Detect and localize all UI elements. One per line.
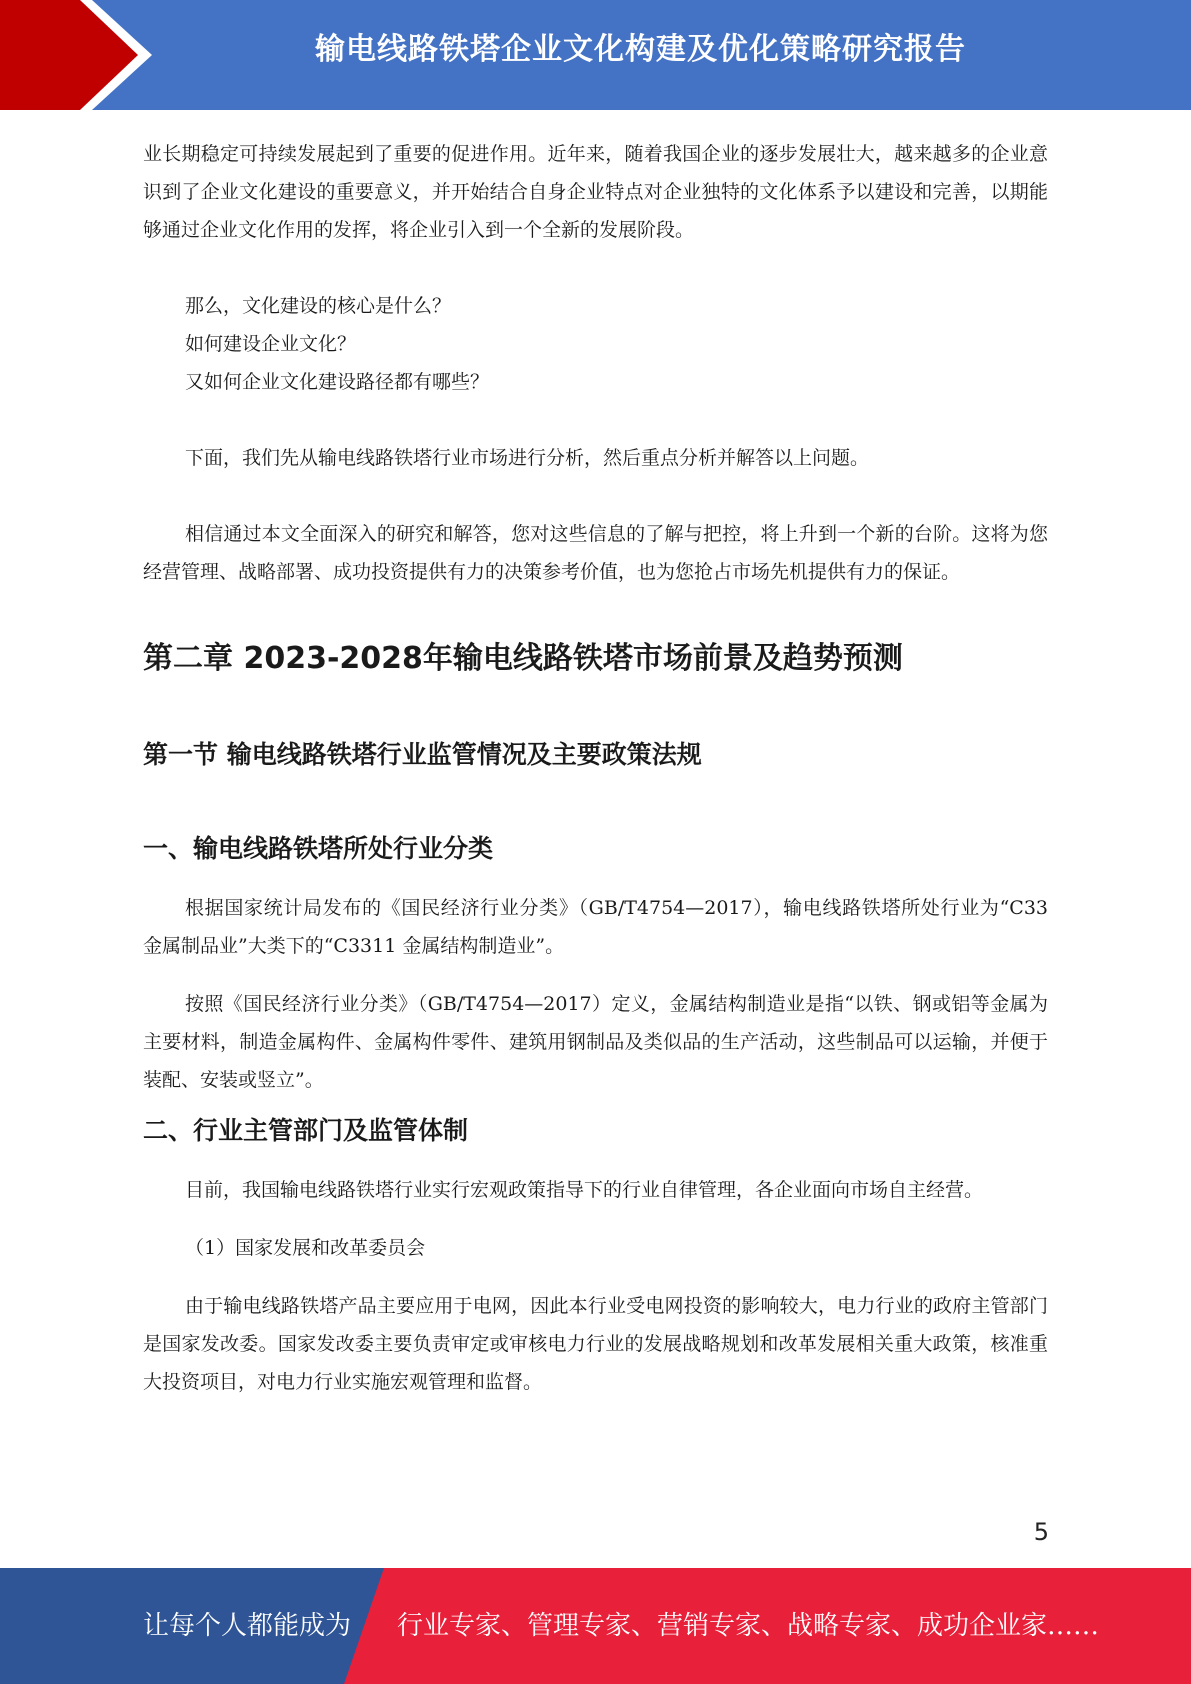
classification-paragraph-1: 根据国家统计局发布的《国民经济行业分类》（GB/T4754—2017），输电线路铁塔所处行业为“C33 金属制品业”大类下的“C3311 金属结构制造业”。 [143,897,1048,957]
subsection-title-1: 一、输电线路铁塔所处行业分类 [143,834,494,863]
supervision-paragraph-2: 由于输电线路铁塔产品主要应用于电网，因此本行业受电网投资的影响较大，电力行业的政府主管部门是国家发改委。国家发改委主要负责审定或审核电力行业的发展战略规划和改革发展相关重大政策，核准重大投资项目，对电力行业实施宏观管理和监督。 [143,1295,1048,1393]
intro-paragraph: 业长期稳定可持续发展起到了重要的促进作用。近年来，随着我国企业的逐步发展壮大，越来越多的企业意识到了企业文化建设的重要意义，并开始结合自身企业特点对企业独特的文化体系予以建设和完善，以期能够通过企业文化作用的发挥，将企业引入到一个全新的发展阶段。 [143,143,1048,241]
supervision-paragraph-1: 目前，我国输电线路铁塔行业实行宏观政策指导下的行业自律管理，各企业面向市场自主经营。 [185,1179,984,1201]
question-2: 如何建设企业文化？ [185,333,357,355]
report-title: 输电线路铁塔企业文化构建及优化策略研究报告 [315,32,966,67]
question-3: 又如何企业文化建设路径都有哪些？ [185,371,490,393]
next-paragraph: 下面，我们先从输电线路铁塔行业市场进行分析，然后重点分析并解答以上问题。 [185,447,870,469]
question-1: 那么，文化建设的核心是什么？ [185,295,452,317]
page-number: 5 [1033,1518,1049,1546]
classification-paragraph-2: 按照《国民经济行业分类》（GB/T4754—2017）定义，金属结构制造业是指“以铁、钢或铝等金属为主要材料，制造金属构件、金属构件零件、建筑用钢制品及类似品的生产活动，这些制品可以运输，并便于装配、安装或竖立”。 [143,993,1048,1091]
footer-band [0,1568,1191,1684]
subsection-title-2: 二、行业主管部门及监管体制 [143,1116,469,1145]
agency-label: （1）国家发展和改革委员会 [185,1237,426,1259]
footer-slogan-right: 行业专家、管理专家、营销专家、战略专家、成功企业家…… [397,1611,1100,1641]
page-content [143,135,1048,1401]
chapter-title: 第二章 2023-2028年输电线路铁塔市场前景及趋势预测 [143,641,903,676]
footer-slogan-left: 让每个人都能成为 [143,1611,352,1641]
belief-paragraph: 相信通过本文全面深入的研究和解答，您对这些信息的了解与把控，将上升到一个新的台阶。这将为您经营管理、战略部署、成功投资提供有力的决策参考价值，也为您抢占市场先机提供有力的保证。 [143,523,1048,583]
header-band [0,0,1191,110]
section-title: 第一节 输电线路铁塔行业监管情况及主要政策法规 [143,740,702,769]
